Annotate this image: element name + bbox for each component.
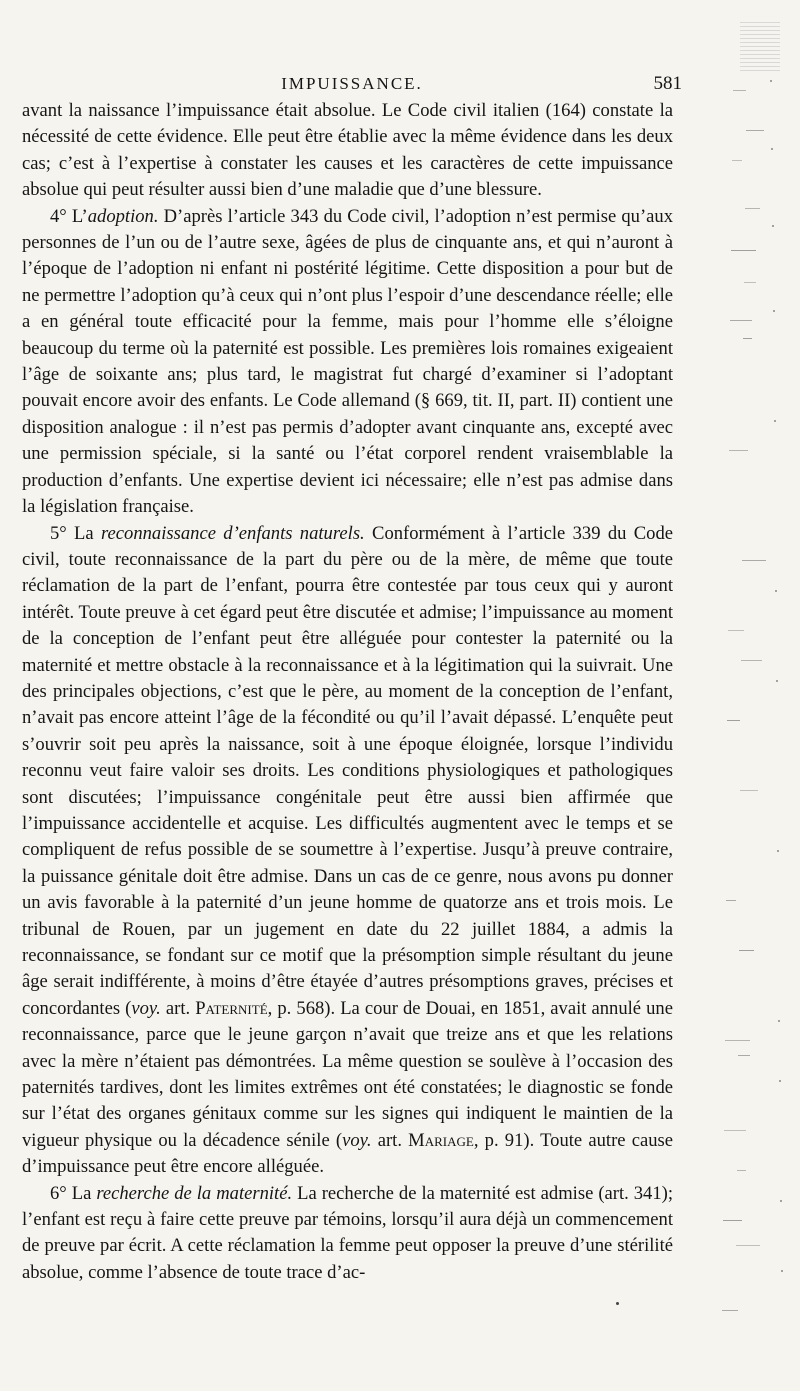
italic-text: reconnaissance d’enfants naturels. — [100, 522, 365, 544]
bleed-mark — [770, 80, 772, 82]
paragraph — [22, 204, 673, 521]
bleed-mark — [781, 1270, 783, 1272]
bleed-mark — [728, 630, 744, 631]
bleed-mark — [724, 1130, 746, 1131]
bleed-mark — [778, 1020, 780, 1022]
paragraph — [22, 98, 673, 204]
bleed-mark — [739, 950, 754, 951]
stray-ink-dot — [616, 1302, 619, 1305]
text-run: , p. 568). La cour de Douai, en 1851, avait annulé une reconnaissance, parce que le jeune garçon n’avait que treize ans et que les relations avec la mère n’étaient pas démontrées. La même question se soulève à l’occasion des paternités tardives, dont les limites extrêmes ont été constatées; le diagnostic se fonde sur l’état des organes génitaux comme sur les signes qui indiquent le maintien de la vigueur physique ou la décadence sénile ( — [22, 997, 673, 1151]
bleed-mark — [775, 590, 777, 592]
bleed-mark — [741, 660, 762, 661]
italic-text: voy. — [131, 997, 161, 1019]
bleed-mark — [776, 680, 778, 682]
bleed-mark — [725, 1040, 750, 1041]
paragraph — [22, 1181, 673, 1287]
text-run: D’après l’article 343 du Code civil, l’adoption n’est permise qu’aux personnes de l’un ou de l’autre sexe, âgées de plus de cinquante ans, et qui n’auront à l’époque de l’adoption ni enfant ni postérité légitime. Cette disposition a pour but de ne permettre l’adoption qu’à ceux qui n’ont plus l’espoir d’une descendance réelle; elle a en général toute efficacité pour la femme, mais pour l’homme elle s’éloigne beaucoup du terme où la paternité est possible. Les premières lois romaines exigeaient l’âge de soixante ans; plus tard, le magistrat fut chargé d’examiner si l’adoptant pouvait encore avoir des enfants. Le Code allemand (§ 669, tit. II, part. II) contient une disposition analogue : il n’est pas permis d’adopter avant cinquante ans, excepté avec une permission spéciale, si la santé ou l’état corporel rendent vraisemblable la production d’enfants. Une expertise devient ici nécessaire; elle n’est pas admise dans la législation française. — [22, 205, 673, 518]
bleed-mark — [774, 420, 776, 422]
bleed-mark — [773, 310, 775, 312]
bleed-mark — [733, 90, 746, 91]
running-title: IMPUISSANCE. — [281, 74, 423, 93]
bleed-mark — [777, 850, 779, 852]
bleed-mark — [772, 225, 774, 227]
small-caps-text: Paternité — [195, 997, 268, 1019]
page-number: 581 — [653, 73, 682, 94]
small-caps-text: Mariage — [408, 1129, 474, 1151]
bleed-mark — [726, 900, 736, 901]
italic-text: voy. — [342, 1129, 372, 1151]
text-run: 5° La — [50, 522, 101, 544]
bleed-mark — [744, 282, 756, 283]
paragraph — [22, 521, 673, 1181]
text-run: art. — [371, 1129, 409, 1151]
bleed-mark — [745, 208, 760, 209]
italic-text: recherche de la maternité. — [96, 1182, 293, 1204]
bleed-mark — [743, 338, 752, 339]
bleed-mark — [738, 1055, 750, 1056]
bleed-mark — [737, 1170, 746, 1171]
bleed-mark — [732, 160, 742, 161]
bleed-mark — [736, 1245, 760, 1246]
text-run: avant la naissance l’impuissance était absolue. Le Code civil italien (164) constate la nécessité de cette évidence. Elle peut être établie avec la même évidence dans les deux cas; c’est à l’expertise à constater les causes et les caractères de cette impuissance absolue qui peut résulter aussi bien d’une maladie que d’une blessure. — [22, 100, 673, 201]
bleed-mark — [742, 560, 766, 561]
bleed-mark — [779, 1080, 781, 1082]
bleed-mark — [740, 790, 758, 791]
text-run: La recherche de la maternité est admise (art. 341); l’enfant est reçu à faire cette preuve par témoins, lorsqu’il aura déjà un commencement de preuve par écrit. A cette réclamation la femme peut opposer la preuve d’une stérilité absolue, comme l’absence de toute trace d’ac- — [22, 1182, 673, 1283]
bleed-mark — [722, 1310, 738, 1311]
text-run: 6° La — [50, 1182, 97, 1204]
bleed-mark — [730, 320, 752, 321]
bleed-mark — [727, 720, 740, 721]
text-run: 4° L’ — [50, 205, 88, 227]
text-run: art. — [160, 997, 196, 1019]
italic-text: adoption. — [87, 205, 159, 227]
bleed-mark — [729, 450, 748, 451]
text-run: , p. 91). Toute autre cause d’impuissance peut être encore alléguée. — [22, 1129, 673, 1178]
bleed-mark — [771, 148, 773, 150]
bleed-mark — [731, 250, 756, 251]
bleed-mark — [746, 130, 764, 131]
bleed-mark — [723, 1220, 742, 1221]
body-text — [22, 98, 673, 1286]
running-header — [22, 70, 682, 100]
bleed-mark — [780, 1200, 782, 1202]
text-run: Conformément à l’article 339 du Code civil, toute reconnaissance de la part du père ou de la mère, de même que toute réclamation de la part de l’enfant, pourra être contestée par tous ceux qui y auront intérêt. Toute preuve à cet égard peut être discutée et admise; l’impuissance au moment de la conception de l’enfant peut être alléguée pour contester la paternité ou la maternité et mettre obstacle à la reconnaissance et à la légitimation qui la suivrait. Une des principales objections, c’est que le père, au moment de la conception de l’enfant, n’avait pas encore atteint l’âge de la fécondité ou qu’il l’avait dépassé. L’enquête peut s’ouvrir soit peu après la naissance, soit à une époque éloignée, lorsque l’individu reconnu veut faire valoir ses droits. Les conditions physiologiques et pathologiques sont discutées; l’impuissance congénitale peut être aussi bien affirmée que l’impuissance accidentelle et acquise. Les difficultés augmentent avec le temps et se compliquent de refus possible de se soumettre à l’expertise. Jusqu’à preuve contraire, la puissance génitale doit être admise. Dans un cas de ce genre, nous avons pu donner un avis favorable à la paternité d’un jeune homme de quatorze ans et trois mois. Le tribunal de Rouen, par un jugement en date du 22 juillet 1884, a admis la reconnaissance, se fondant sur ce motif que la présomption simple résultant du jeune âge serait indifférente, à moins d’être étayée d’autres présomptions graves, précises et concordantes ( — [22, 522, 673, 1019]
margin-bleed-marks — [710, 20, 800, 1320]
